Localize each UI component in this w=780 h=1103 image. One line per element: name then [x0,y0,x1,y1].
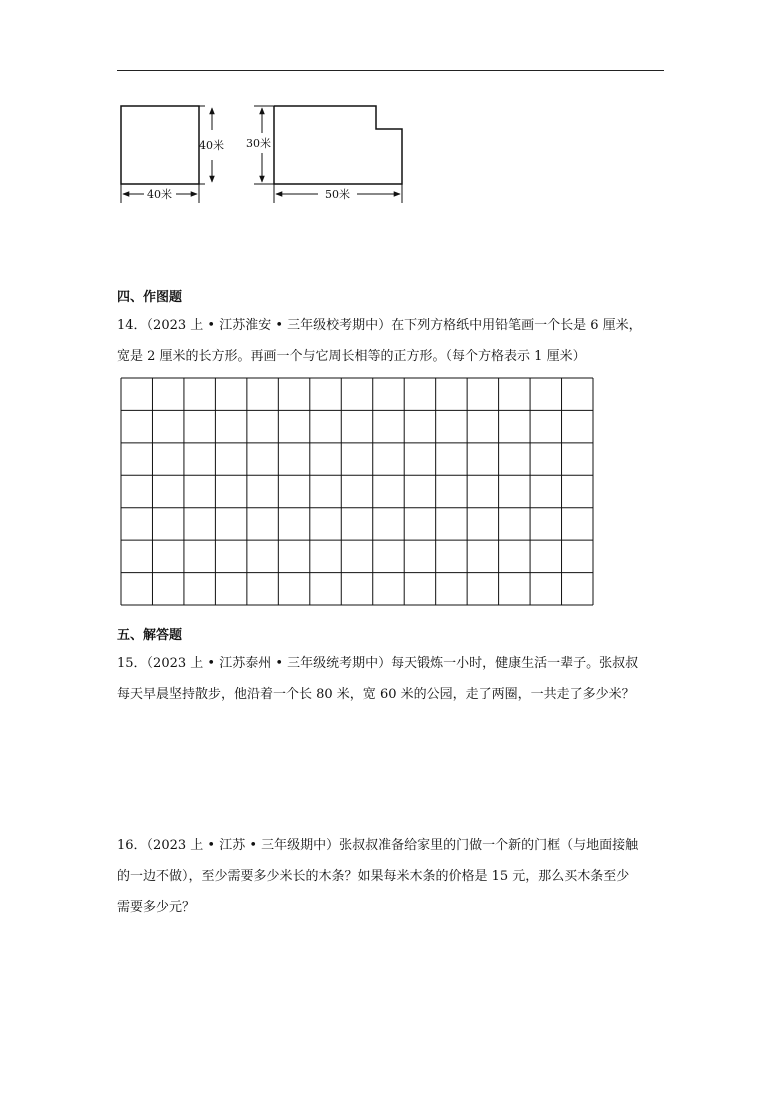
shape2-width-label: 50米 [325,188,350,201]
square-height-label: 40米 [199,139,224,152]
question-14 [117,310,665,372]
question-15-line-2: 每天早晨坚持散步，他沿着一个长 80 米，宽 60 米的公园，走了两圈，一共走了多少米？ [117,687,635,702]
question-15 [117,648,665,710]
section-4-title: 四、作图题 [117,290,183,305]
question-16-line-3: 需要多少元？ [117,900,196,915]
header-rule [117,70,664,71]
notched-rectangle-shape [274,106,402,184]
dimension-figure [110,95,420,219]
question-16 [117,830,665,923]
question-14-line-1: 14．（2023 上 • 江苏淮安 • 三年级校考期中）在下列方格纸中用铅笔画一个长是 6 厘米， [117,318,642,333]
question-16-line-2: 的一边不做），至少需要多少米长的木条？如果每米木条的价格是 15 元，那么买木条至少 [117,869,630,884]
question-15-line-1: 15．（2023 上 • 江苏泰州 • 三年级统考期中）每天锻炼一小时，健康生活一辈子。张叔叔 [117,656,639,671]
shape2-height-label: 30米 [246,137,271,150]
square-grid-paper[interactable] [120,377,594,606]
square-width-label: 40米 [147,188,172,201]
question-16-line-1: 16．（2023 上 • 江苏 • 三年级期中）张叔叔准备给家里的门做一个新的门框（与地面接触 [117,838,639,853]
square-shape [121,106,199,184]
question-14-line-2: 宽是 2 厘米的长方形。再画一个与它周长相等的正方形。（每个方格表示 1 厘米） [117,349,586,364]
section-5-title: 五、解答题 [117,628,183,643]
